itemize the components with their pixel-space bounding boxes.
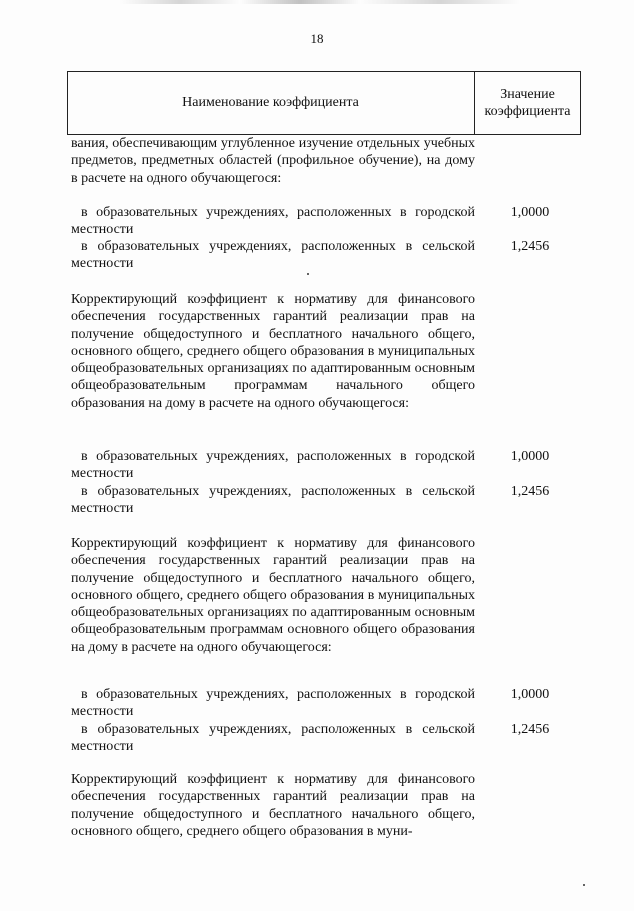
- section-title: Корректирующий коэффициент к нормативу для финансового обеспечения государственных гарантий реализации прав на получение общедоступного и бесплатного начального общего, основного общего, среднего общего образования в муниципальных общеобразовательных организациях по адаптированным основным общеобразовательным программам основного общего образования на дому в расчете на одного обучающегося:: [71, 536, 475, 655]
- section-title: Корректирующий коэффициент к нормативу для финансового обеспечения государственных гарантий реализации прав на получение общедоступного и бесплатного начального общего, основного общего, среднего общего образования в муниципальных общеобразовательных организациях по адаптированным основным общеобразовательным программам начального общего образования на дому в расчете на одного обучающегося:: [71, 292, 475, 411]
- column-header-value-line2: коэффициента: [484, 103, 571, 119]
- column-header-name: Наименование коэффициента: [182, 94, 359, 110]
- row-urban-value: 1,0000: [510, 205, 550, 220]
- page-number: 18: [310, 31, 324, 46]
- scan-speck: [583, 884, 585, 886]
- column-header-value-line1: Значение: [500, 86, 555, 102]
- row-rural-label: в образовательных учреждениях, расположенных в сельской местности: [71, 239, 475, 272]
- row-rural-label: в образовательных учреждениях, расположенных в сельской местности: [71, 722, 475, 755]
- table-border-right: [580, 71, 581, 134]
- row-urban-label: в образовательных учреждениях, расположенных в городской местности: [71, 205, 475, 238]
- section-title: Корректирующий коэффициент к нормативу для финансового обеспечения государственных гарантий реализации прав на получение общедоступного и бесплатного начального общего, основного общего, среднего общего образования в муни-: [71, 772, 475, 839]
- scan-artifact: [120, 0, 520, 4]
- row-rural-label: в образовательных учреждениях, расположенных в сельской местности: [71, 484, 475, 517]
- scan-speck: [307, 273, 309, 275]
- row-urban-value: 1,0000: [510, 449, 550, 464]
- column-header-value: [475, 71, 580, 134]
- row-rural-value: 1,2456: [510, 484, 550, 499]
- row-urban-label: в образовательных учреждениях, расположенных в городской местности: [71, 687, 475, 720]
- continuation-text: вания, обеспечивающим углубленное изучение отдельных учебных предметов, предметных областей (профильное обучение), на дому в расчете на одного обучающегося:: [71, 136, 475, 186]
- row-urban-label: в образовательных учреждениях, расположенных в городской местности: [71, 449, 475, 482]
- row-urban-value: 1,0000: [510, 687, 550, 702]
- row-rural-value: 1,2456: [510, 722, 550, 737]
- row-rural-value: 1,2456: [510, 239, 550, 254]
